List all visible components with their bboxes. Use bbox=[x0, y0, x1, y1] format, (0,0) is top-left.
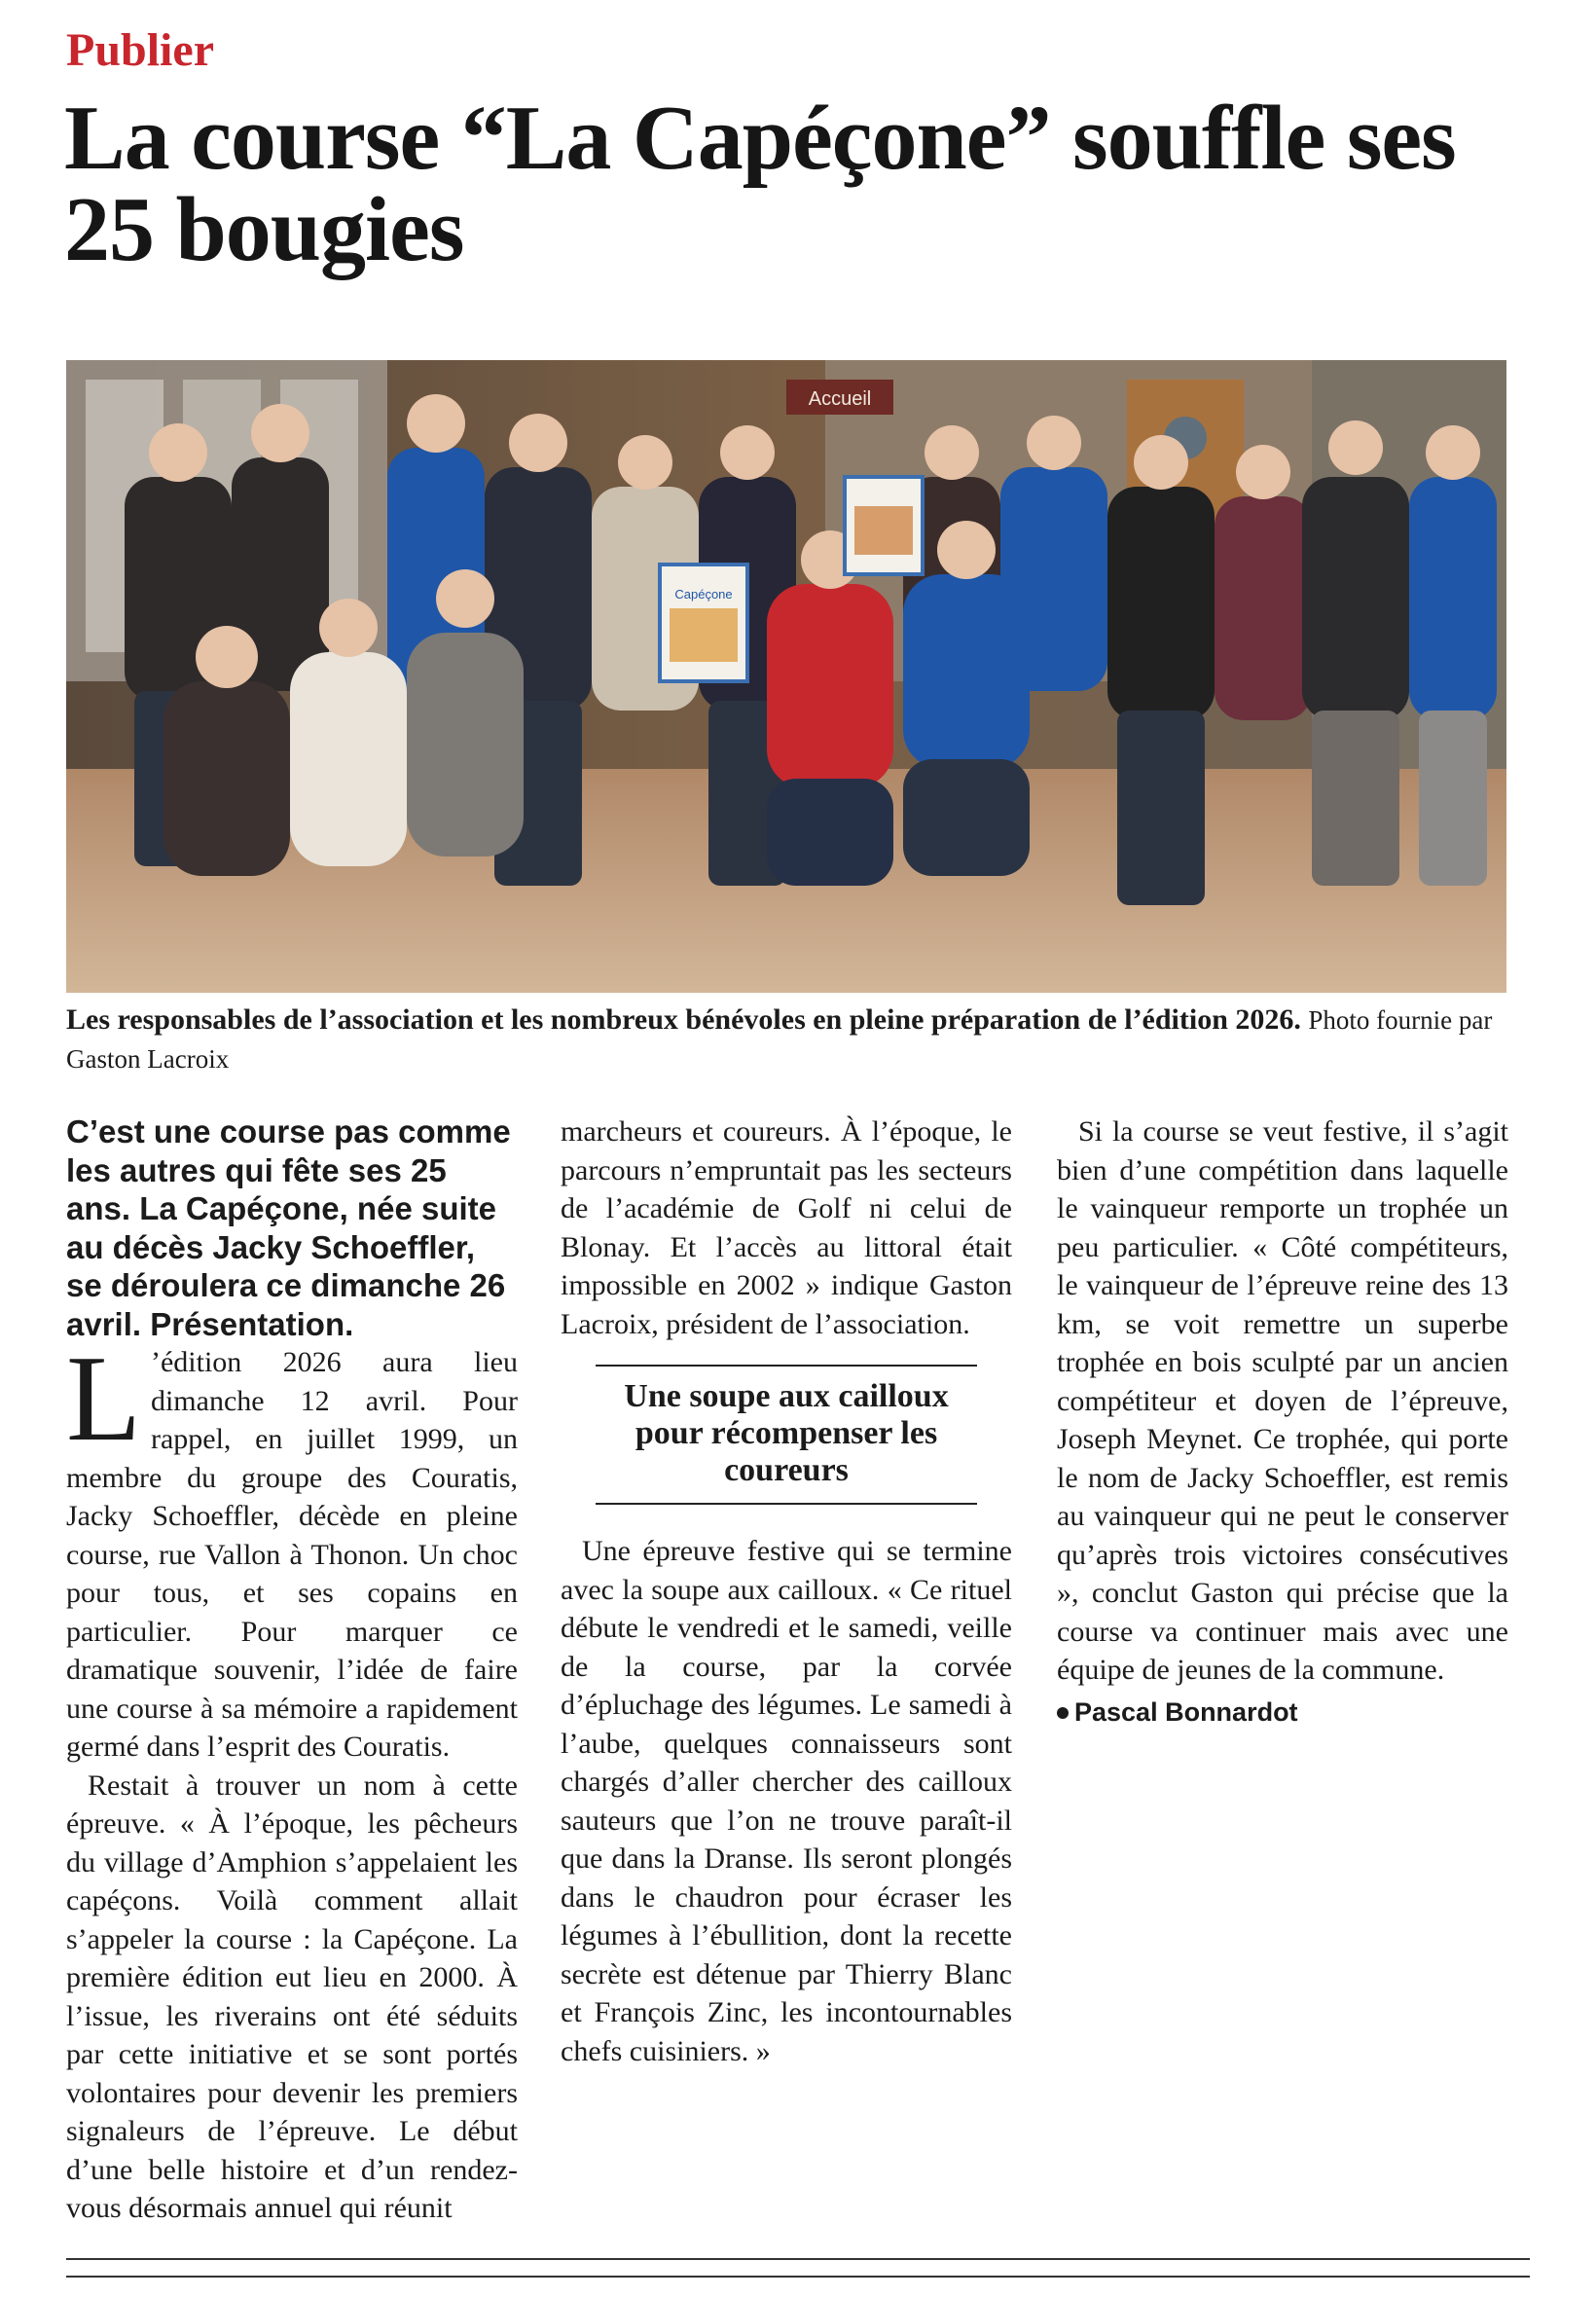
bottom-rule-2 bbox=[66, 2276, 1530, 2278]
group-photo bbox=[66, 360, 1506, 993]
article-paragraph-3: Une épreuve festive qui se termine avec la soupe aux cailloux. « Ce rituel débute le vendredi et le samedi, veille de la course, par la corvée d’épluchage des légumes. Le samedi à l’aube, quelques connaisseurs sont chargés d’aller chercher des cailloux sauteurs que l’on ne trouve paraît-il que dans la Dranse. Ils seront plongés dans le chaudron pour écraser les légumes à l’ébullition, dont la recette secrète est détenue par Thierry Blanc et François Zinc, les incontournables chefs cuisiniers. » bbox=[561, 1535, 1012, 2067]
article-headline: La course “La Capéçone” souffle ses 25 bougies bbox=[64, 88, 1456, 280]
article-column-1 bbox=[66, 1112, 518, 2228]
author-byline bbox=[1057, 1694, 1508, 1732]
section-kicker: Publier bbox=[66, 24, 214, 76]
article-paragraph-4: Si la course se veut festive, il s’agit bien d’une compétition dans laquelle le vainqueur remporte un trophée un peu particulier. « Côté compétiteurs, le vainqueur de l’épreuve reine des 13 km, se voit remettre un superbe trophée en bois sculpté par un ancien compétiteur et doyen de l’épreuve, Joseph Meynet. Ce trophée, qui porte le nom de Jacky Schoeffler, est remis au vainqueur qui ne peut le conserver qu’après trois victoires consécutives », conclut Gaston qui précise que la course va continuer mais avec une équipe de jeunes de la commune. bbox=[1057, 1115, 1508, 1686]
poster-title-text: Capéçone bbox=[674, 587, 733, 602]
article-paragraph-2-continued: marcheurs et coureurs. À l’époque, le parcours n’empruntait pas les secteurs de l’académie de Golf ni celui de Blonay. Et l’accès au littoral était impossible en 2002 » indique Gaston Lacroix, président de l’association. bbox=[561, 1115, 1012, 1340]
photo-credit: Photo fournie par Gaston Lacroix bbox=[66, 1005, 1493, 1074]
article-subheading: Une soupe aux cailloux pour récompenser les coureurs bbox=[596, 1365, 977, 1505]
article-column-2 bbox=[561, 1112, 1012, 2070]
article-lede: C’est une course pas comme les autres qui fête ses 25 ans. La Capéçone, née suite au décès Jacky Schoeffler, se déroulera ce dimanche 26 avril. Présentation. bbox=[66, 1113, 511, 1342]
drop-cap: L bbox=[66, 1331, 141, 1467]
accueil-sign-text: Accueil bbox=[808, 388, 872, 410]
photo-caption bbox=[66, 1001, 1497, 1078]
group-photo-illustration bbox=[66, 360, 1506, 993]
byline-bullet-icon bbox=[1057, 1707, 1069, 1719]
article-paragraph-1 bbox=[66, 1331, 518, 1767]
article-paragraph-2: Restait à trouver un nom à cette épreuve. « À l’époque, les pêcheurs du village d’Amphion s’appelaient les capéçons. Voilà comment allait s’appeler la course : la Capéçone. La première édition eut lieu en 2000. À l’issue, les riverains ont été séduits par cette initiative et se sont portés volontaires pour devenir les premiers signaleurs de l’épreuve. Le début d’une belle histoire et d’un rendez-vous désormais annuel qui réunit bbox=[66, 1768, 518, 2224]
bottom-rule bbox=[66, 2258, 1530, 2260]
caption-text: Les responsables de l’association et les nombreux bénévoles en pleine préparation de l’édition 2026. bbox=[66, 1003, 1301, 1036]
article-paragraph-1-text: ’édition 2026 aura lieu dimanche 12 avril. Pour rappel, en juillet 1999, un membre du groupe des Couratis, Jacky Schoeffler, décède en pleine course, rue Vallon à Thonon. Un choc pour tous, et ses copains en particulier. Pour marquer ce dramatique souvenir, l’idée de faire une course à sa mémoire a rapidement germé dans l’esprit des Couratis. bbox=[66, 1346, 518, 1763]
article-column-3 bbox=[1057, 1112, 1508, 1732]
author-name: Pascal Bonnardot bbox=[1074, 1696, 1298, 1727]
